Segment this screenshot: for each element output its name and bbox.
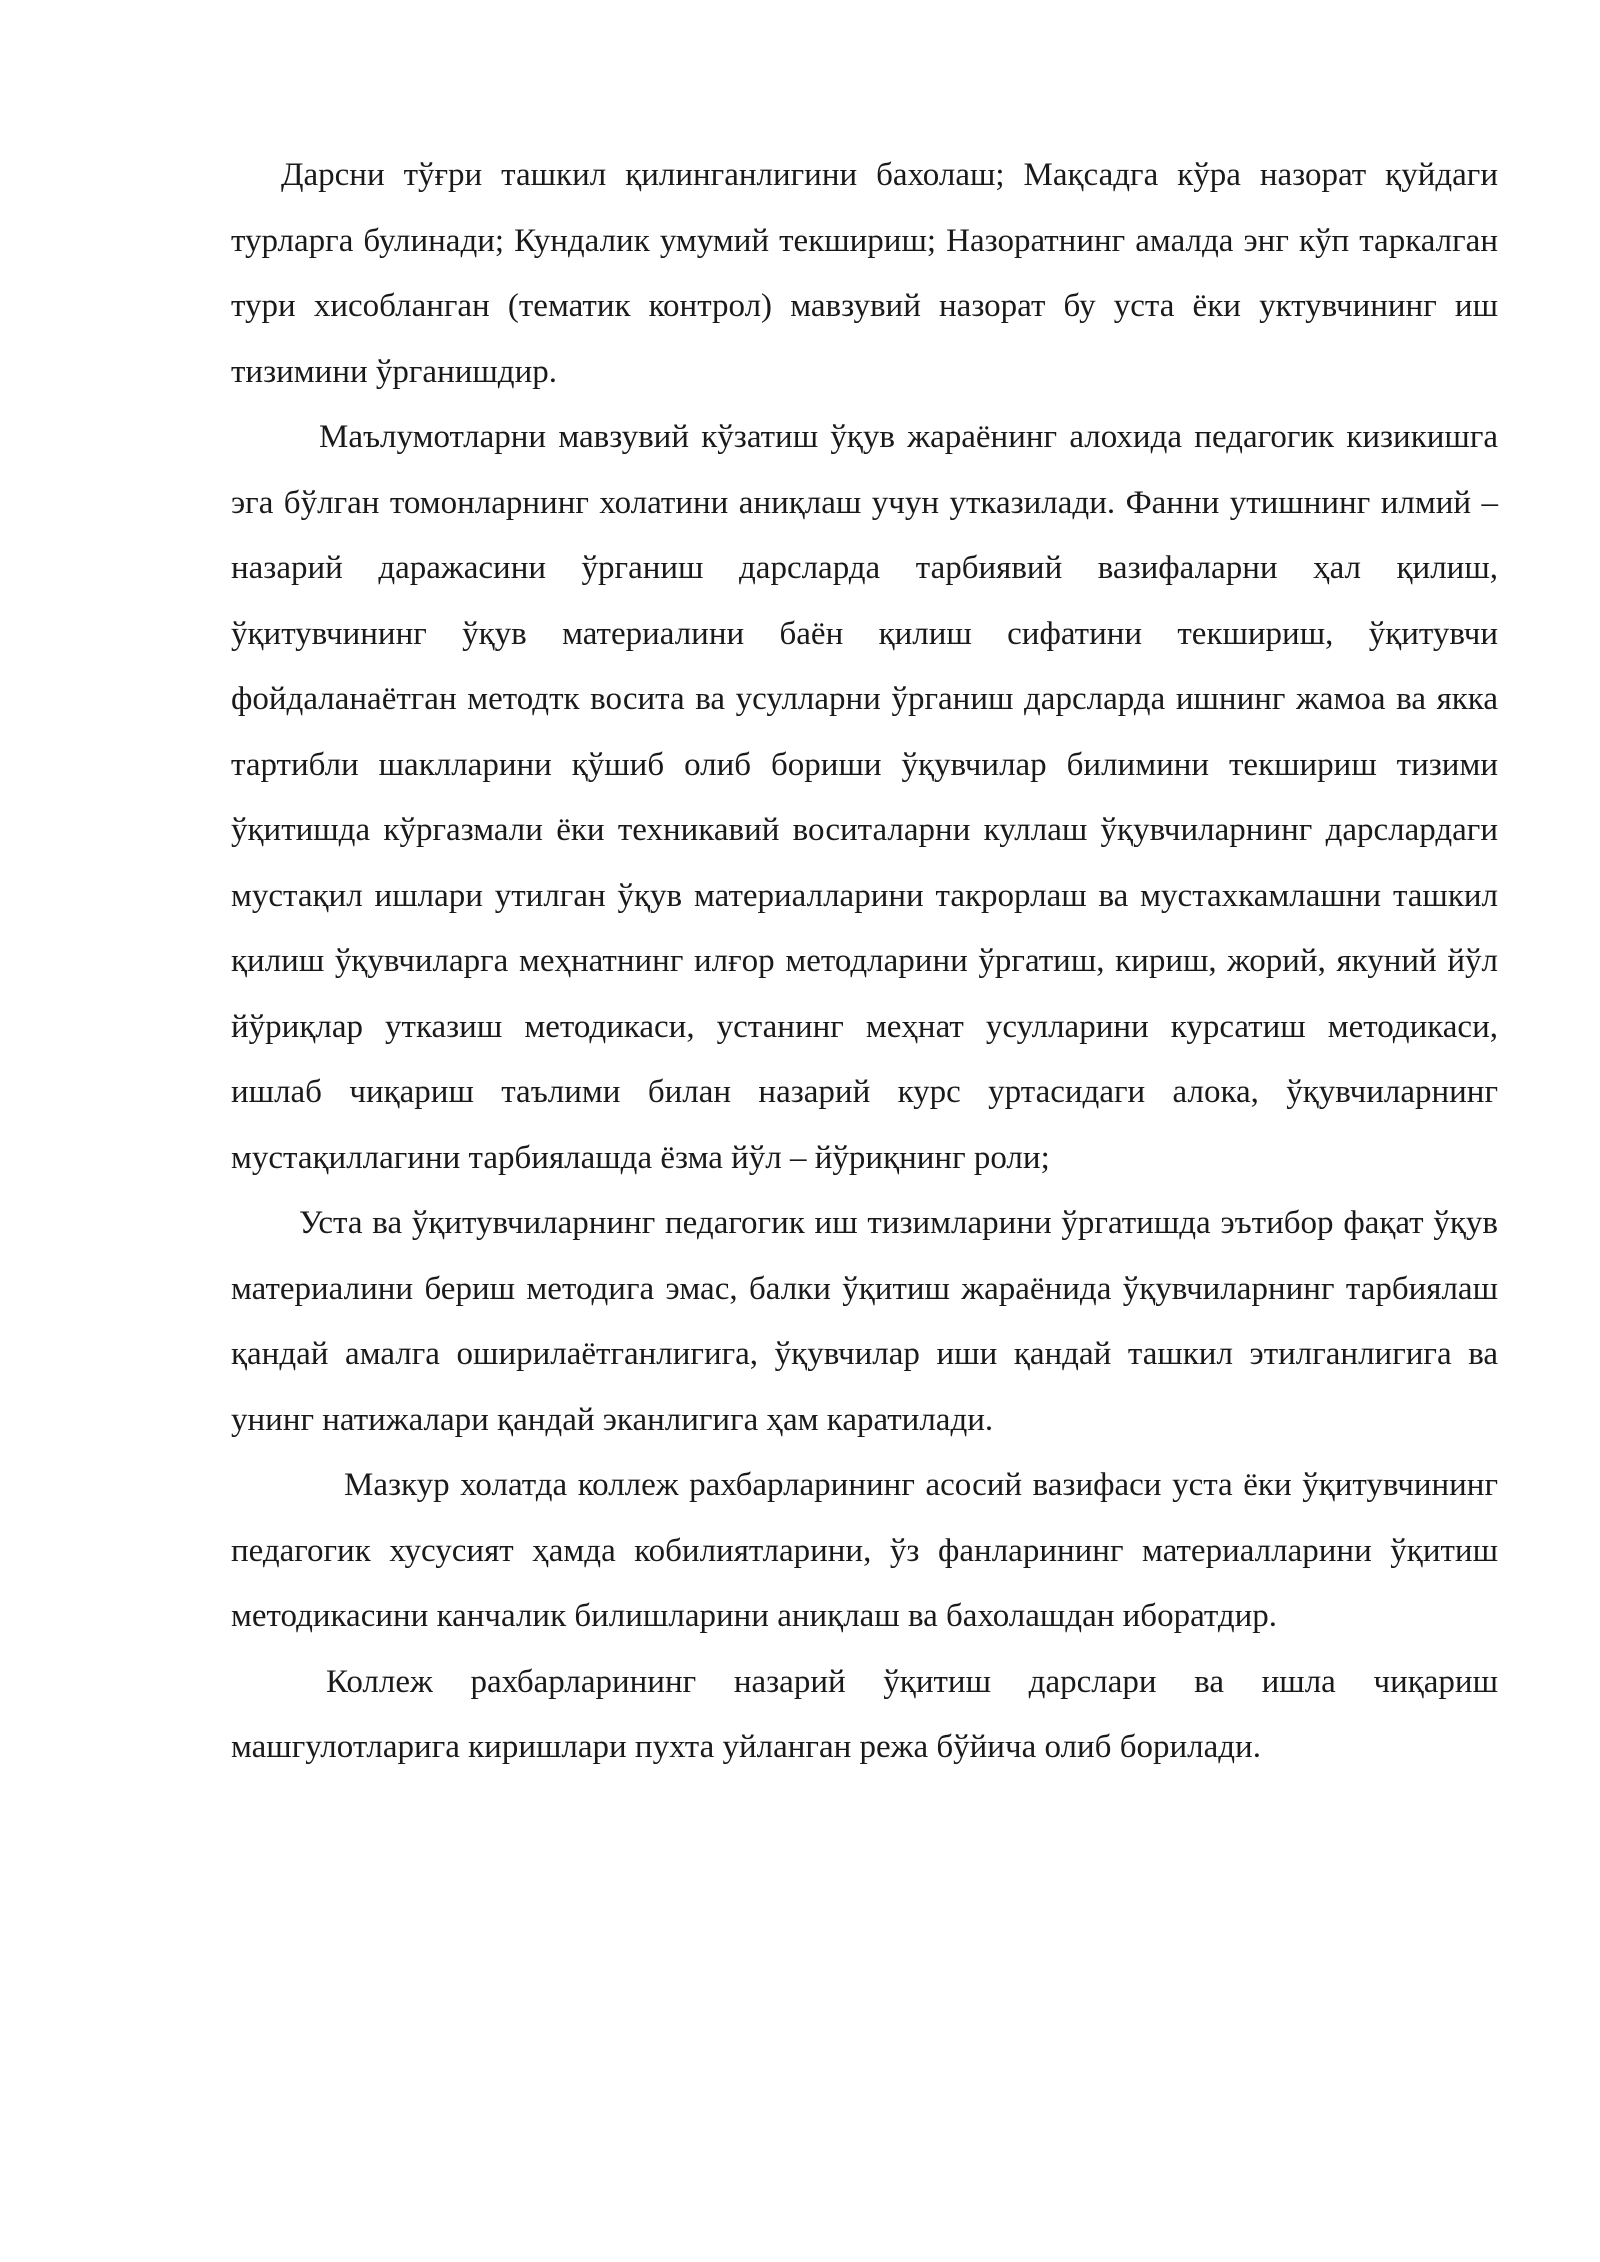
paragraph-teacher-system: Уста ва ўқитувчиларнинг педагогик иш тизимларини ўргатишда эътибор фақат ўқув материалини бериш методига эмас, балки ўқитиш жараёнида ўқувчиларнинг тарбиялаш қандай амалга оширилаётганлигига, ўқувчилар иши қандай ташкил этилганлигига ва унинг натижалари қандай эканлигига ҳам каратилади. (231, 1205, 1498, 1438)
paragraph-thematic-observation: Маълумотларни мавзувий кўзатиш ўқув жараёнинг алохида педагогик кизикишга эга бўлган томонларнинг холатини аниқлаш учун утказилади. Фанни утишнинг илмий – назарий даражасини ўрганиш дарсларда тарбиявий вазифаларни ҳал қилиш, ўқитувчининг ўқув материалини баён қилиш сифатини текшириш, ўқитувчи фойдаланаётган методтк восита ва усулларни ўрганиш дарсларда ишнинг жамоа ва якка тартибли шаклларини қўшиб олиб бориши ўқувчилар билимини текшириш тизими ўқитишда кўргазмали ёки техникавий воситаларни куллаш ўқувчиларнинг дарслардаги мустақил ишлари утилган ўқув материалларини такрорлаш ва мустахкамлашни ташкил қилиш ўқувчиларга меҳнатнинг илғор методларини ўргатиш, кириш, жорий, якуний йўл йўриқлар утказиш методикаси, устанинг меҳнат усулларини курсатиш методикаси, ишлаб чиқариш таълими билан назарий курс уртасидаги алока, ўқувчиларнинг мустақиллагини тарбиялашда ёзма йўл – йўриқнинг роли; (231, 419, 1498, 1176)
document-body (231, 143, 1498, 1781)
paragraph-college-leaders-plan: Коллеж рахбарларининг назарий ўқитиш дарслари ва ишла чиқариш машгулотларига киришлари пухта уйланган режа бўйича олиб борилади. (231, 1663, 1498, 1765)
paragraph-lesson-organization: Дарсни тўғри ташкил қилинганлигини бахолаш; Мақсадга кўра назорат қуйдаги турларга булинади; Кундалик умумий текшириш; Назоратнинг амалда энг кўп таркалган тури хисобланган (тематик контрол) мавзувий назорат бу уста ёки уктувчининг иш тизимини ўрганишдир. (231, 157, 1498, 390)
paragraph-college-leaders-task: Мазкур холатда коллеж рахбарларининг асосий вазифаси уста ёки ўқитувчининг педагогик хусусият ҳамда кобилиятларини, ўз фанларининг материалларини ўқитиш методикасини канчалик билишларини аниқлаш ва бахолашдан иборатдир. (231, 1467, 1498, 1634)
